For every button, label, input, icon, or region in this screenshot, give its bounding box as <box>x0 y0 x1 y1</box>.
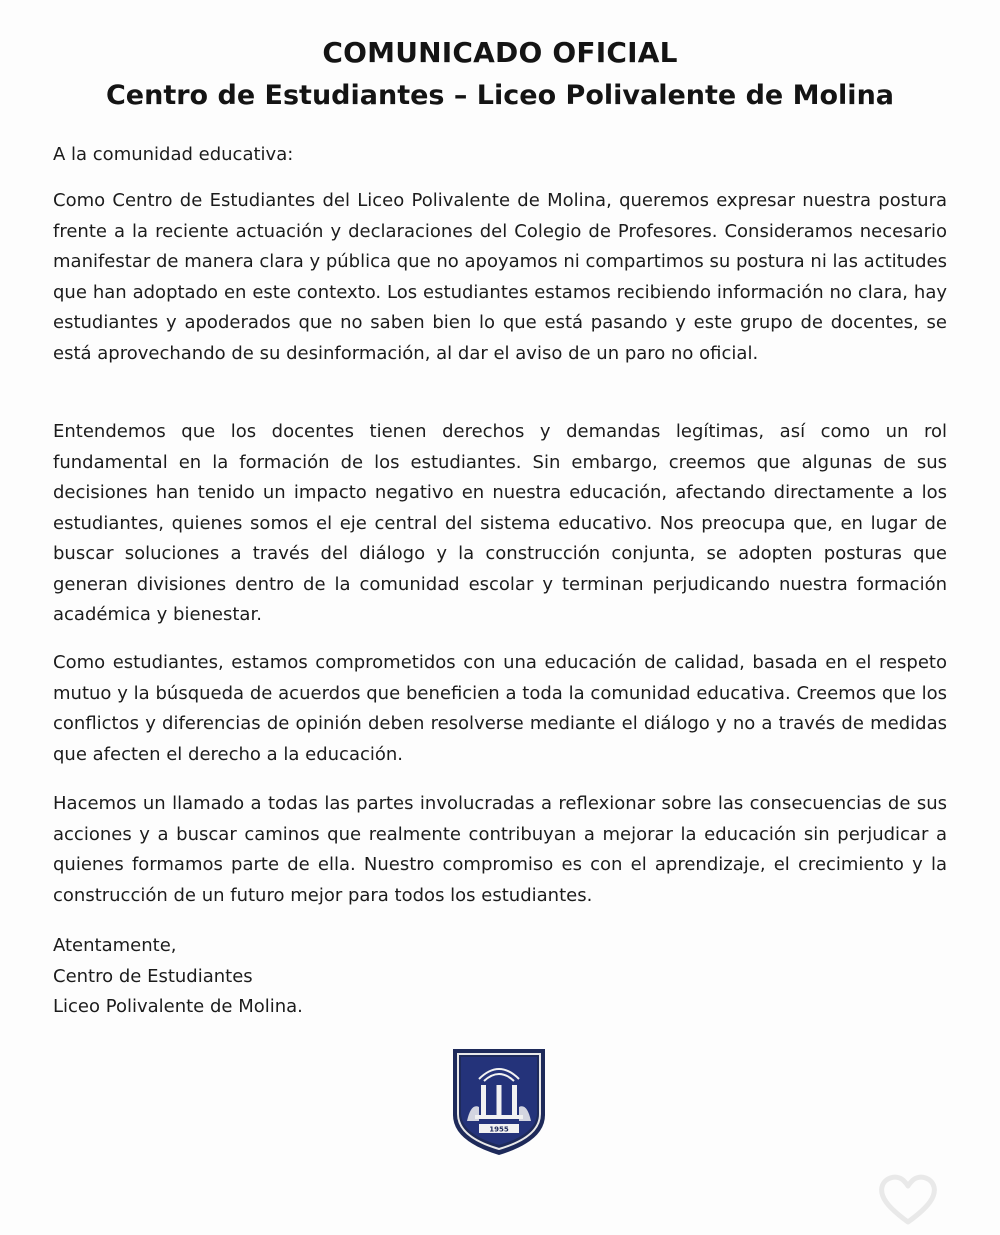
paragraph-1: Como Centro de Estudiantes del Liceo Polivalente de Molina, queremos expresar nuestra postura frente a la reciente actuación y declaraciones del Colegio de Profesores. Consideramos necesario manifestar de manera clara y pública que no apoyamos ni compartimos su postura ni las actitudes que han adoptado en este contexto. Los estudiantes estamos recibiendo información no clara, hay estudiantes y apoderados que no saben bien lo que está pasando y este grupo de docentes, se está aprovechando de su desinformación, al dar el aviso de un paro no oficial. <box>53 190 947 364</box>
paragraph-3: Como estudiantes, estamos comprometidos con una educación de calidad, basada en el respeto mutuo y la búsqueda de acuerdos que beneficien a toda la comunidad educativa. Creemos que los conflictos y diferencias de opinión deben resolverse mediante el diálogo y no a través de medidas que afecten el derecho a la educación. <box>53 652 947 765</box>
salutation: A la comunidad educativa: <box>53 144 294 165</box>
paragraph-4: Hacemos un llamado a todas las partes involucradas a reflexionar sobre las consecuencias de sus acciones y a buscar caminos que realmente contribuyan a mejorar la educación sin perjudicar a quienes formamos parte de ella. Nuestro compromiso es con el aprendizaje, el crecimiento y la construcción de un futuro mejor para todos los estudiantes. <box>53 793 947 906</box>
school-crest-icon <box>449 1045 549 1157</box>
document-title: COMUNICADO OFICIAL <box>322 36 678 69</box>
signature-org: Centro de Estudiantes <box>53 965 253 987</box>
heart-outline-icon <box>876 1170 940 1228</box>
signature-block <box>53 931 303 1023</box>
paragraph-2: Entendemos que los docentes tienen derechos y demandas legítimas, así como un rol fundamental en la formación de los estudiantes. Sin embargo, creemos que algunas de sus decisiones han tenido un impacto negativo en nuestra educación, afectando directamente a los estudiantes, quienes somos el eje central del sistema educativo. Nos preocupa que, en lugar de buscar soluciones a través del diálogo y la construcción conjunta, se adopten posturas que generan divisiones dentro de la comunidad escolar y terminan perjudicando nuestra formación académica y bienestar. <box>53 421 947 625</box>
document-subtitle: Centro de Estudiantes – Liceo Polivalente de Molina <box>105 80 895 111</box>
closing-line: Atentamente, <box>53 935 177 956</box>
signature-school: Liceo Polivalente de Molina. <box>53 996 303 1017</box>
svg-text:1955: 1955 <box>489 1125 509 1134</box>
